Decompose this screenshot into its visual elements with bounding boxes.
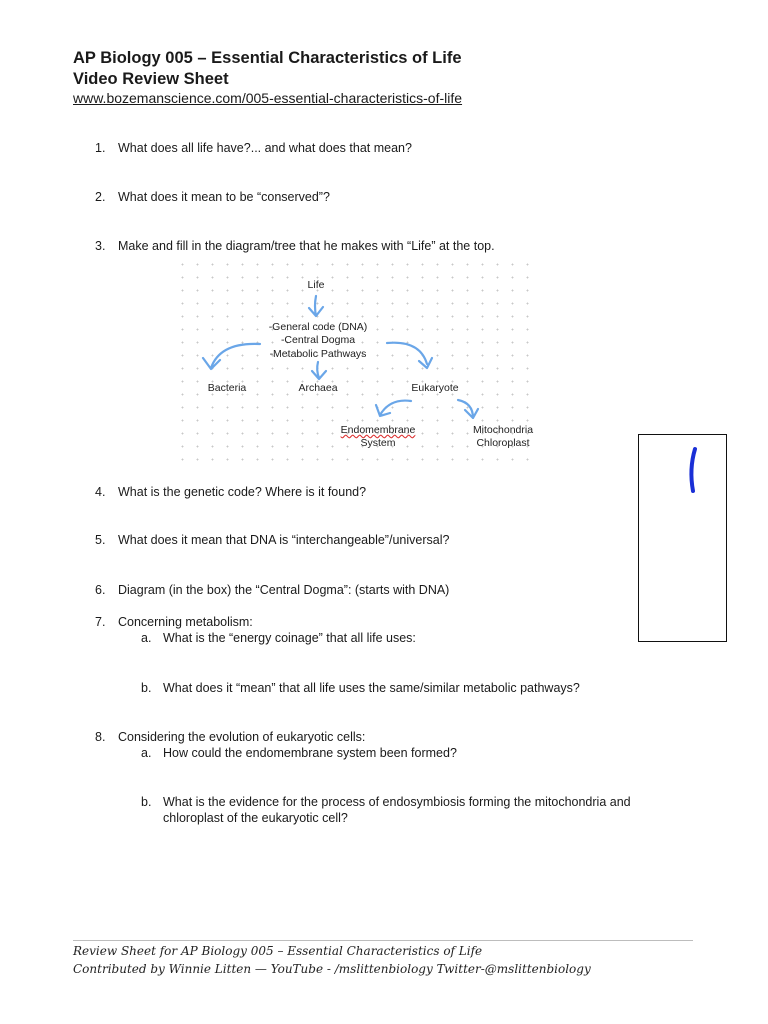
diagram-trait-3: -Metabolic Pathways [269, 348, 367, 360]
question-number: 1. [95, 141, 106, 155]
diagram-trait-1: -General code (DNA) [268, 321, 368, 333]
subquestion-label: b. [141, 795, 152, 809]
subquestion-text: What does it “mean” that all life uses the same/similar metabolic pathways? [163, 681, 580, 695]
question-number: 8. [95, 730, 106, 744]
question-text: What does it mean to be “conserved”? [118, 190, 330, 204]
question-text: Considering the evolution of eukaryotic cells: [118, 730, 366, 744]
question-text: Make and fill in the diagram/tree that he makes with “Life” at the top. [118, 239, 495, 253]
diagram-eukaryote-label: Eukaryote [411, 382, 459, 394]
life-tree-diagram [175, 258, 540, 470]
central-dogma-answer-box[interactable] [638, 434, 727, 642]
arrow-to-eukaryote [387, 343, 432, 368]
subquestion-label: a. [141, 631, 152, 645]
diagram-mitochondria-label: Mitochondria [472, 424, 534, 436]
question-number: 3. [95, 239, 106, 253]
subquestion-text: How could the endomembrane system been formed? [163, 746, 457, 760]
footer-divider [73, 940, 693, 941]
arrow-life-to-traits [309, 296, 323, 316]
arrow-to-archaea [312, 362, 326, 379]
diagram-trait-2: -Central Dogma [280, 334, 356, 346]
handwriting-stroke [639, 435, 726, 641]
page-subtitle: Video Review Sheet [73, 70, 229, 88]
subquestion-text: What is the “energy coinage” that all life uses: [163, 631, 416, 645]
subquestion-label: b. [141, 681, 152, 695]
footer-line-1: Review Sheet for AP Biology 005 – Essential Characteristics of Life [73, 944, 483, 958]
arrow-to-mitochondria [458, 400, 478, 418]
diagram-chloroplast-label: Chloroplast [476, 437, 530, 449]
subquestion-text-line-1: What is the evidence for the process of endosymbiosis forming the mitochondria and [163, 795, 631, 809]
diagram-arrows [175, 258, 540, 470]
question-number: 4. [95, 485, 106, 499]
diagram-life-label: Life [307, 279, 325, 291]
question-text: Concerning metabolism: [118, 615, 253, 629]
question-number: 7. [95, 615, 106, 629]
diagram-archaea-label: Archaea [298, 382, 338, 394]
arrow-to-endomembrane [376, 401, 411, 416]
question-text: Diagram (in the box) the “Central Dogma”: (starts with DNA) [118, 583, 450, 597]
question-text: What is the genetic code? Where is it found? [118, 485, 367, 499]
question-number: 2. [95, 190, 106, 204]
question-number: 5. [95, 533, 106, 547]
source-link[interactable]: www.bozemanscience.com/005-essential-characteristics-of-life [73, 90, 463, 106]
question-number: 6. [95, 583, 106, 597]
diagram-system-label: System [360, 437, 396, 449]
question-text: What does it mean that DNA is “interchangeable”/universal? [118, 533, 450, 547]
question-text: What does all life have?... and what does that mean? [118, 141, 412, 155]
page-title: AP Biology 005 – Essential Characteristics of Life [73, 49, 462, 67]
diagram-bacteria-label: Bacteria [207, 382, 247, 394]
arrow-to-bacteria [203, 344, 260, 369]
subquestion-label: a. [141, 746, 152, 760]
diagram-endomembrane-label: Endomembrane [340, 424, 416, 436]
footer-line-2: Contributed by Winnie Litten — YouTube - /mslittenbiology Twitter-@mslittenbiology [73, 962, 591, 976]
subquestion-text-line-2: chloroplast of the eukaryotic cell? [163, 811, 348, 825]
